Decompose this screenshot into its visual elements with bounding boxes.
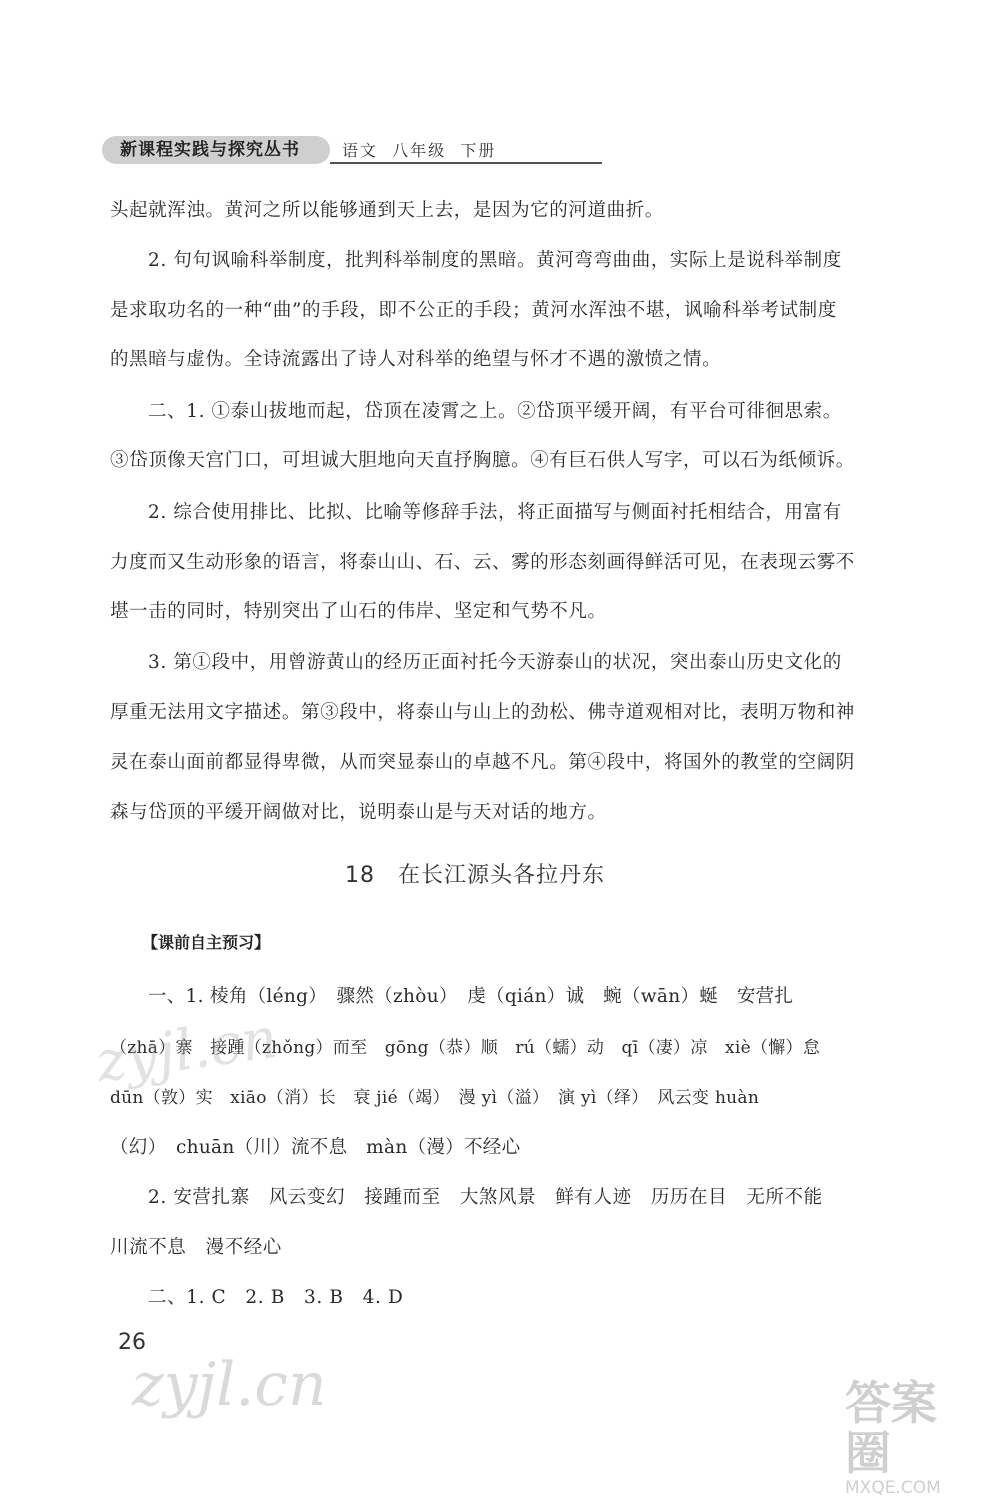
body-line: 头起就浑浊。黄河之所以能够通到天上去，是因为它的河道曲折。	[110, 200, 664, 221]
page-number: 26	[118, 1330, 146, 1355]
body-line: 力度而又生动形象的语言，将泰山山、石、云、雾的形态刻画得鲜活可见，在表现云雾不	[110, 552, 855, 573]
preview-line: dūn（敦）实 xiāo（消）长 衰 jié（竭） 漫 yì（溢） 演 yì（绎） 风云变 huàn	[110, 1088, 760, 1108]
body-line: 2. 综合使用排比、比拟、比喻等修辞手法，将正面描写与侧面衬托相结合，用富有	[148, 502, 842, 523]
subject-grade-label: 语文 八年级 下册	[342, 141, 497, 160]
watermark-text: zyjl.cn	[92, 1005, 282, 1096]
watermark-text: zyjl.cn	[132, 1350, 327, 1420]
body-line: 3. 第①段中，用曾游黄山的经历正面衬托今天游泰山的状况，突出泰山历史文化的	[148, 652, 842, 673]
body-line: 堪一击的同时，特别突出了山石的伟岸、坚定和气势不凡。	[110, 601, 607, 622]
preview-line: 川流不息 漫不经心	[110, 1237, 282, 1258]
watermark-logo	[845, 1376, 975, 1498]
watermark-brand: 答案圈	[845, 1376, 937, 1480]
body-line: 灵在泰山面前都显得卑微，从而突显泰山的卓越不凡。第④段中，将国外的教堂的空阔阴	[110, 752, 855, 773]
body-line: 是求取功名的一种“曲”的手段，即不公正的手段；黄河水浑浊不堪，讽喻科举考试制度	[110, 300, 837, 321]
preview-line: 2. 安营扎寨 风云变幻 接踵而至 大煞风景 鲜有人迹 历历在目 无所不能	[148, 1187, 823, 1208]
body-line: 二、1. ①泰山拔地而起，岱顶在凌霄之上。②岱顶平缓开阔，有平台可徘徊思索。	[148, 401, 842, 422]
preview-line: 一、1. 棱角（léng） 骤然（zhòu） 虔（qián）诚 蜿（wān）蜒 安营扎	[148, 986, 794, 1007]
header-rule	[330, 162, 602, 164]
body-line: 厚重无法用文字描述。第③段中，将泰山与山上的劲松、佛寺道观相对比，表明万物和神	[110, 702, 855, 723]
body-line: ③岱顶像天宫门口，可坦诚大胆地向天直抒胸臆。④有巨石供人写字，可以石为纸倾诉。	[110, 450, 855, 471]
body-line: 2. 句句讽喻科举制度，批判科举制度的黑暗。黄河弯弯曲曲，实际上是说科举制度	[148, 250, 842, 271]
page-header	[102, 136, 502, 166]
preview-line: 二、1. C 2. B 3. B 4. D	[148, 1287, 404, 1308]
section-label: 【课前自主预习】	[142, 933, 271, 952]
body-line: 的黑暗与虚伪。全诗流露出了诗人对科举的绝望与怀才不遇的激愤之情。	[110, 349, 722, 370]
watermark-url: MXQE.COM	[845, 1478, 941, 1498]
lesson-title: 18 在长江源头各拉丹东	[345, 863, 605, 888]
series-title: 新课程实践与探究丛书	[102, 136, 330, 164]
body-line: 森与岱顶的平缓开阔做对比，说明泰山是与天对话的地方。	[110, 802, 607, 823]
preview-line: （zhā）寨 接踵（zhǒng）而至 gōng（恭）顺 rú（蠕）动 qī（凄）凉 xiè（懈）怠	[110, 1038, 821, 1058]
preview-line: （幻） chuān（川）流不息 màn（漫）不经心	[110, 1137, 521, 1158]
